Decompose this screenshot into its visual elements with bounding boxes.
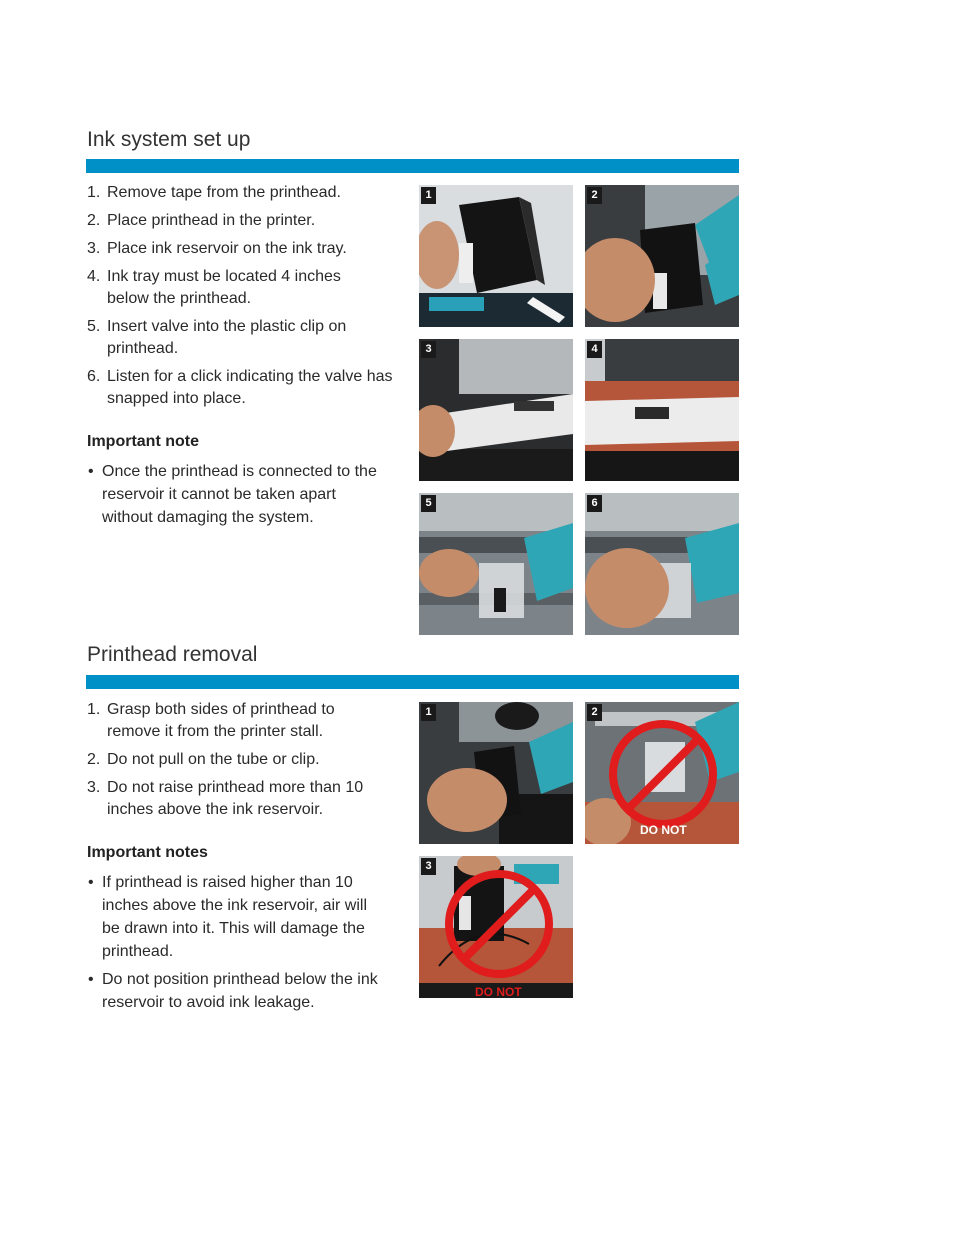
step-number: 6. — [87, 368, 101, 385]
step-number: 3. — [87, 779, 101, 796]
step-text: Grasp both sides of printhead to remove it from the printer stall. — [107, 701, 335, 740]
section-divider — [86, 159, 739, 173]
setup-steps-list — [87, 182, 397, 416]
valve-insertion-illustration — [419, 493, 573, 635]
setup-photo-4 — [585, 339, 739, 481]
list-item — [87, 266, 372, 310]
step-number: 5. — [87, 318, 101, 335]
list-item — [87, 366, 397, 410]
do-not-raise-printhead-illustration — [419, 856, 573, 998]
list-item — [87, 699, 372, 743]
setup-photo-3 — [419, 339, 573, 481]
important-notes-heading: Important notes — [87, 844, 208, 861]
step-number: 4. — [87, 268, 101, 285]
section-title-ink-setup: Ink system set up — [87, 128, 251, 151]
setup-photo-2 — [585, 185, 739, 327]
photo-number-badge: 2 — [587, 704, 602, 721]
list-item — [87, 749, 372, 771]
important-note-list — [87, 460, 382, 534]
photo-number-badge: 3 — [421, 341, 436, 358]
printhead-tape-illustration — [419, 185, 573, 327]
step-number: 1. — [87, 701, 101, 718]
step-number: 2. — [87, 212, 101, 229]
step-number: 2. — [87, 751, 101, 768]
step-number: 1. — [87, 184, 101, 201]
step-text: Ink tray must be located 4 inches below the printhead. — [107, 268, 341, 307]
photo-number-badge: 6 — [587, 495, 602, 512]
list-item — [87, 777, 372, 821]
step-text: Do not raise printhead more than 10 inches above the ink reservoir. — [107, 779, 364, 818]
list-item: • Once the printhead is connected to the reservoir it cannot be taken apart without damaging the system. — [87, 460, 382, 529]
grasp-printhead-illustration — [419, 702, 573, 844]
list-item — [87, 238, 397, 260]
ink-reservoir-tray-illustration — [419, 339, 573, 481]
list-item — [87, 316, 377, 360]
list-item — [87, 210, 397, 232]
photo-number-badge: 1 — [421, 704, 436, 721]
list-item — [87, 182, 397, 204]
step-text: Do not pull on the tube or clip. — [107, 751, 320, 768]
removal-photo-1 — [419, 702, 573, 844]
setup-photo-5 — [419, 493, 573, 635]
valve-click-illustration — [585, 493, 739, 635]
photo-number-badge: 4 — [587, 341, 602, 358]
removal-steps-list — [87, 699, 372, 827]
step-text: Place ink reservoir on the ink tray. — [107, 240, 347, 257]
setup-photo-6 — [585, 493, 739, 635]
step-text: Place printhead in the printer. — [107, 212, 316, 229]
important-note-heading: Important note — [87, 433, 199, 450]
setup-photo-1 — [419, 185, 573, 327]
printhead-placement-illustration — [585, 185, 739, 327]
removal-photo-3 — [419, 856, 573, 998]
important-notes-list — [87, 871, 387, 1019]
removal-photo-2 — [585, 702, 739, 844]
photo-number-badge: 3 — [421, 858, 436, 875]
photo-number-badge: 5 — [421, 495, 436, 512]
step-text: Remove tape from the printhead. — [107, 184, 341, 201]
step-text: Listen for a click indicating the valve has snapped into place. — [107, 368, 393, 407]
do-not-label: DO NOT — [640, 823, 687, 837]
section-divider — [86, 675, 739, 689]
photo-number-badge: 1 — [421, 187, 436, 204]
step-text: Insert valve into the plastic clip on printhead. — [107, 318, 347, 357]
step-number: 3. — [87, 240, 101, 257]
photo-number-badge: 2 — [587, 187, 602, 204]
list-item: • Do not position printhead below the ink reservoir to avoid ink leakage. — [87, 968, 387, 1014]
do-not-label: DO NOT — [475, 985, 522, 998]
ink-tray-position-illustration — [585, 339, 739, 481]
section-title-printhead-removal: Printhead removal — [87, 643, 258, 666]
list-item: • If printhead is raised higher than 10 inches above the ink reservoir, air will be drawn into it. This will damage the printhead. — [87, 871, 387, 963]
